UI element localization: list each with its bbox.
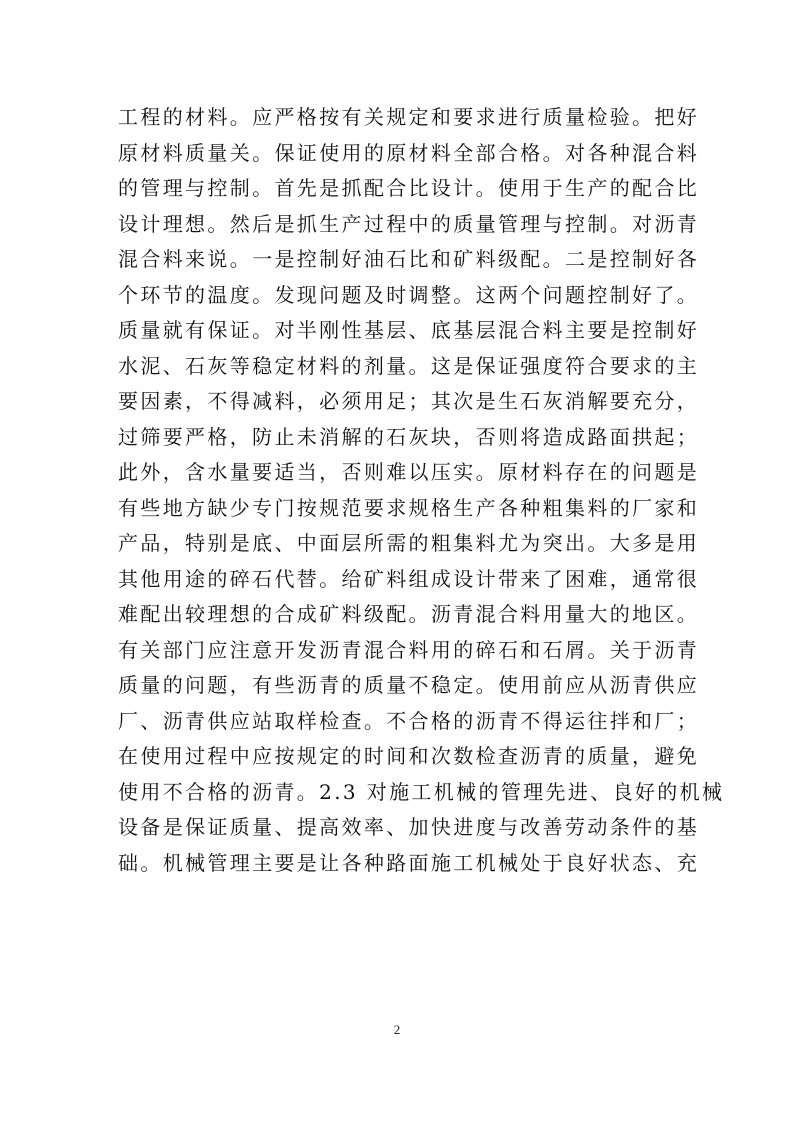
body-paragraph [118,100,725,881]
text-line: 混合料来说。一是控制好油石比和矿料级配。二是控制好各 [118,247,700,271]
text-line: 原材料质量关。保证使用的原材料全部合格。对各种混合料 [118,140,700,165]
text-line: 质量的问题，有些沥青的质量不稳定。使用前应从沥青供应 [118,673,700,697]
text-line: 难配出较理想的合成矿料级配。沥青混合料用量大的地区。 [118,602,700,626]
text-line: 水泥、石灰等稳定材料的剂量。这是保证强度符合要求的主 [118,353,700,378]
text-line: 其他用途的碎石代替。给矿料组成设计带来了困难，通常很 [118,566,700,591]
text-line: 使用不合格的沥青。2.3 对施工机械的管理先进、良好的机械 [118,779,725,804]
text-line: 此外，含水量要适当，否则难以压实。原材料存在的问题是 [118,460,700,484]
text-line: 有些地方缺少专门按规范要求规格生产各种粗集料的厂家和 [118,495,700,520]
text-line: 工程的材料。应严格按有关规定和要求进行质量检验。把好 [118,105,700,129]
text-line: 产品，特别是底、中面层所需的粗集料尤为突出。大多是用 [118,531,700,555]
text-line: 个环节的温度。发现问题及时调整。这两个问题控制好了。 [118,282,700,307]
text-line: 设备是保证质量、提高效率、加快进度与改善劳动条件的基 [118,815,700,839]
text-line: 厂、沥青供应站取样检查。不合格的沥青不得运往拌和厂； [118,708,700,733]
text-line: 有关部门应注意开发沥青混合料用的碎石和石屑。关于沥青 [118,637,700,662]
text-line: 过筛要严格，防止未消解的石灰块，否则将造成路面拱起； [118,424,700,449]
page-number: 2 [393,1022,401,1037]
text-line: 质量就有保证。对半刚性基层、底基层混合料主要是控制好 [118,318,700,342]
text-line: 设计理想。然后是抓生产过程中的质量管理与控制。对沥青 [118,211,700,236]
text-line: 在使用过程中应按规定的时间和次数检查沥青的质量，避免 [118,744,700,768]
text-line: 要因素，不得减料，必须用足；其次是生石灰消解要充分， [118,389,700,413]
text-line: 础。机械管理主要是让各种路面施工机械处于良好状态、充 [118,850,700,875]
text-line: 的管理与控制。首先是抓配合比设计。使用于生产的配合比 [118,176,700,200]
